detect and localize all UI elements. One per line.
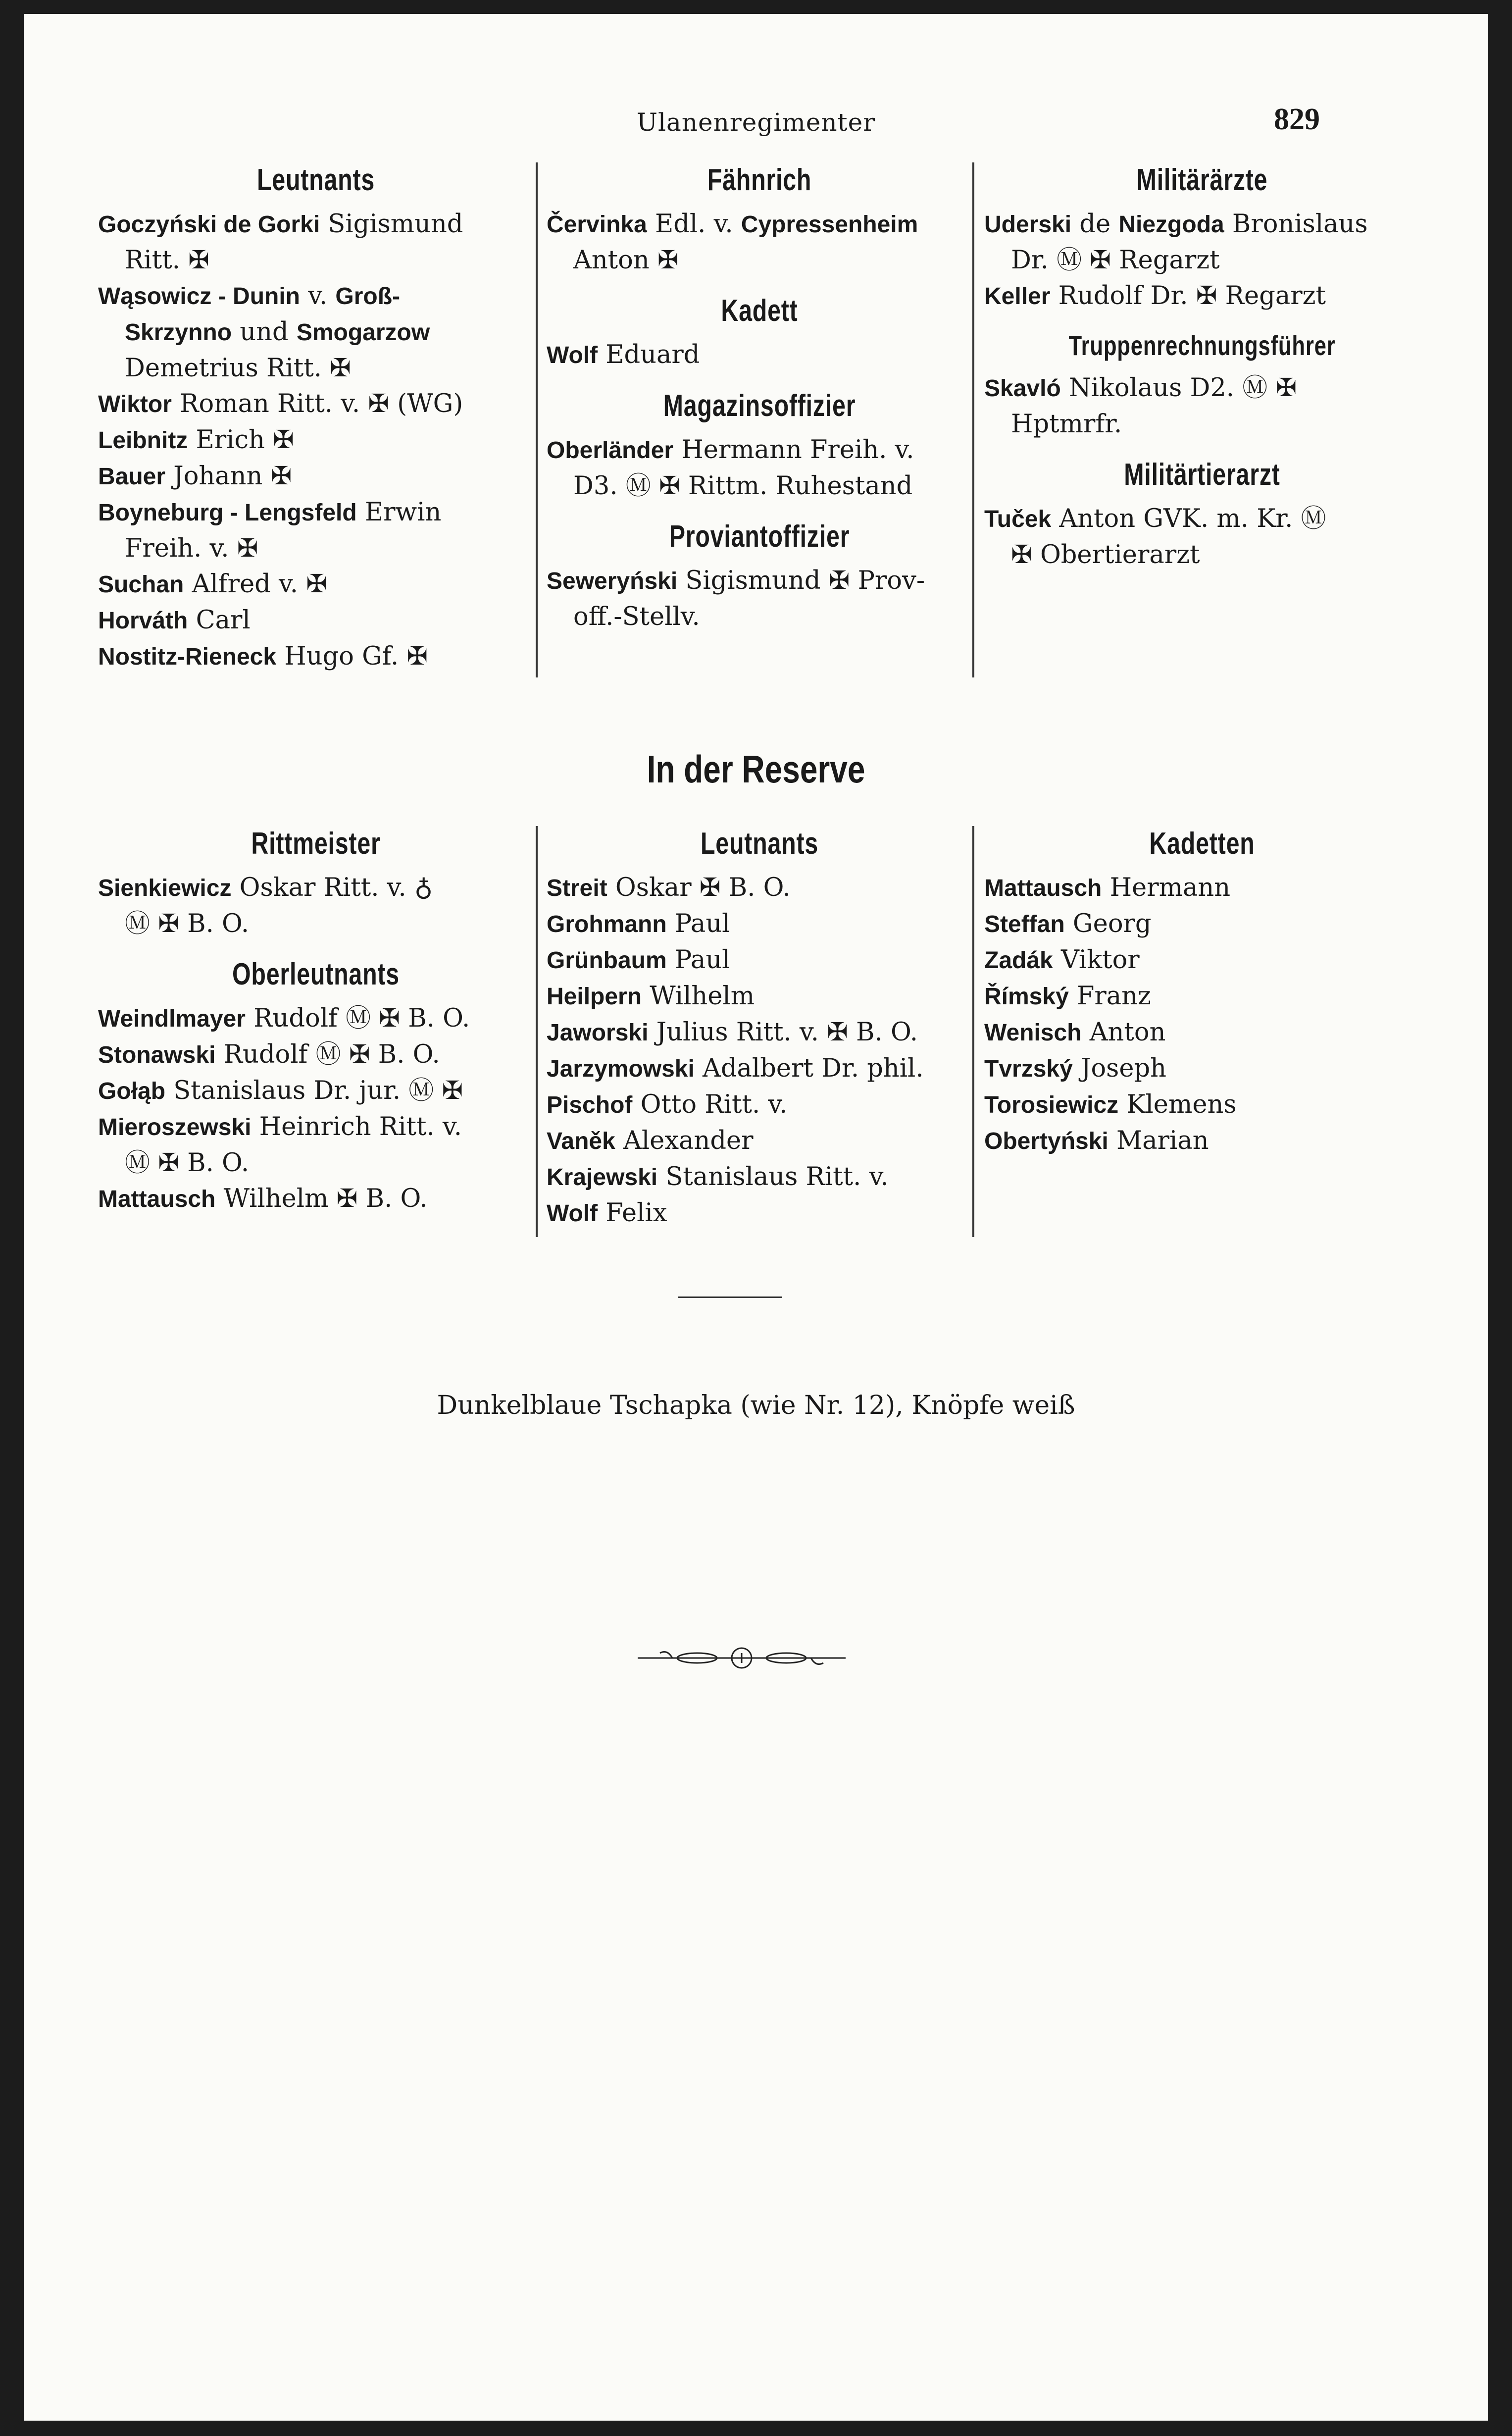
surname: Červinka	[547, 211, 647, 238]
surname: Bauer	[98, 464, 166, 490]
section-heading: Militärärzte	[1136, 163, 1268, 197]
surname: Wąsowicz - Dunin	[98, 283, 300, 310]
surname: Keller	[984, 283, 1051, 310]
surname: Torosiewicz	[984, 1092, 1119, 1118]
surname: Nostitz-Rieneck	[98, 644, 277, 670]
entry-detail: und	[232, 317, 297, 347]
surname-part: Cypressenheim	[741, 211, 918, 238]
uniform-note	[24, 1391, 1488, 1420]
entry-detail: Anton ✠	[573, 246, 679, 275]
entry-detail: Rudolf Ⓜ ✠ B. O.	[215, 1040, 440, 1069]
roster-entry	[984, 501, 1420, 537]
entry-detail: Stanislaus Dr. jur. Ⓜ ✠	[165, 1076, 463, 1105]
reserve-col-rittmeister	[98, 826, 534, 1217]
entry-detail: Otto Ritt. v.	[632, 1090, 788, 1119]
roster-entry	[984, 979, 1420, 1015]
reserve-col-leutnants	[547, 826, 972, 1232]
surname: Wolf	[547, 342, 598, 368]
entry-detail: Heinrich Ritt. v.	[251, 1112, 462, 1141]
surname: Mieroszewski	[98, 1114, 252, 1140]
roster-entry	[547, 563, 972, 599]
surname: Zadák	[984, 947, 1053, 974]
entry-detail: Johann ✠	[165, 462, 292, 491]
surname: Steffan	[984, 911, 1065, 937]
entry-detail: Roman Ritt. v. ✠ (WG)	[171, 389, 463, 418]
column-divider	[536, 162, 538, 677]
surname: Tuček	[984, 506, 1052, 532]
roster-entry	[547, 599, 972, 635]
surname: Suchan	[98, 571, 184, 598]
roster-entry	[98, 207, 534, 243]
surname: Streit	[547, 875, 607, 901]
roster-entry	[547, 979, 972, 1015]
surname: Leibnitz	[98, 427, 188, 454]
roster-entry	[98, 386, 534, 422]
entry-detail: Sigismund ✠ Prov-	[677, 566, 925, 595]
page-number: 829	[1274, 103, 1320, 136]
roster-entry	[547, 1195, 972, 1232]
roster-entry	[98, 278, 534, 314]
separator-rule	[678, 1296, 782, 1298]
entry-detail: Dr. Ⓜ ✠ Regarzt	[1011, 246, 1220, 275]
roster-entry	[98, 1037, 534, 1073]
surname: Goczyński de Gorki	[98, 211, 320, 238]
roster-entry	[98, 243, 534, 278]
entry-detail: Rudolf Ⓜ ✠ B. O.	[245, 1004, 470, 1033]
section-heading: Fähnrich	[707, 163, 812, 197]
section-heading: Oberleutnants	[232, 957, 400, 991]
roster-entry	[98, 1145, 534, 1181]
surname: Weindlmayer	[98, 1006, 246, 1032]
roster-entry	[98, 314, 534, 351]
entry-detail: Oskar Ritt. v. ♁	[231, 873, 433, 902]
entry-detail: Hermann	[1102, 873, 1231, 902]
entry-detail: v.	[300, 281, 336, 311]
surname: Tvrzský	[984, 1056, 1073, 1082]
entry-detail: Georg	[1064, 909, 1152, 938]
surname: Skavló	[984, 375, 1061, 402]
roster-entry	[984, 870, 1420, 906]
entry-detail: Erich ✠	[188, 425, 294, 455]
book-page	[24, 14, 1488, 2421]
entry-detail: Freih. v. ✠	[125, 534, 258, 563]
entry-detail: Eduard	[598, 340, 700, 369]
roster-entry	[547, 870, 972, 906]
entry-detail: Felix	[598, 1198, 667, 1228]
roster-entry	[98, 1109, 534, 1145]
column-divider	[972, 826, 974, 1237]
roster-entry	[547, 1123, 972, 1159]
surname-part: Smogarzow	[296, 319, 430, 346]
roster-entry	[98, 459, 534, 495]
reserve-title: In der Reserve	[647, 747, 865, 791]
top-col-officers	[547, 162, 972, 635]
surname: Uderski	[984, 211, 1072, 238]
roster-entry	[98, 1073, 534, 1109]
section-heading: Rittmeister	[251, 827, 381, 861]
surname: Heilpern	[547, 984, 642, 1010]
surname: Jarzymowski	[547, 1056, 695, 1082]
entry-detail: D3. Ⓜ ✠ Rittm. Ruhestand	[573, 471, 913, 501]
roster-entry	[98, 603, 534, 639]
roster-entry	[547, 942, 972, 979]
roster-entry	[984, 207, 1420, 243]
surname: Seweryński	[547, 568, 678, 594]
surname: Grohmann	[547, 911, 667, 937]
entry-detail: de	[1071, 209, 1119, 239]
roster-entry	[984, 1015, 1420, 1051]
entry-detail: Carl	[188, 606, 251, 635]
entry-detail: Ⓜ ✠ B. O.	[125, 1148, 250, 1178]
entry-detail: Anton	[1081, 1018, 1166, 1047]
section-heading: Militärtierarzt	[1124, 458, 1280, 492]
surname: Pischof	[547, 1092, 633, 1118]
surname: Oberländer	[547, 437, 674, 464]
entry-detail: Ritt. ✠	[125, 246, 209, 275]
roster-entry	[984, 942, 1420, 979]
entry-detail: Anton GVK. m. Kr. Ⓜ	[1051, 504, 1326, 533]
entry-detail: Bronislaus	[1224, 209, 1368, 239]
roster-entry	[98, 1001, 534, 1037]
surname-part: Groß-	[335, 283, 401, 310]
roster-entry	[547, 1159, 972, 1195]
surname: Mattausch	[98, 1186, 216, 1212]
section-heading: Truppenrechnungsführer	[1068, 330, 1336, 361]
roster-entry	[547, 906, 972, 942]
surname: Sienkiewicz	[98, 875, 232, 901]
surname: Stonawski	[98, 1042, 216, 1068]
reserve-col-kadetten	[984, 826, 1420, 1159]
roster-entry	[547, 432, 972, 468]
running-title: Ulanenregimenter	[636, 108, 876, 137]
roster-entry	[98, 495, 534, 531]
surname: Gołąb	[98, 1078, 166, 1104]
entry-detail: Sigismund	[320, 209, 463, 239]
column-divider	[972, 162, 974, 677]
entry-detail: ✠ Obertierarzt	[1011, 540, 1200, 570]
entry-detail: Hptmrfr.	[1011, 410, 1122, 439]
roster-entry	[98, 906, 534, 942]
entry-detail: Paul	[666, 945, 730, 975]
surname: Krajewski	[547, 1164, 658, 1191]
entry-detail: Wilhelm ✠ B. O.	[215, 1184, 428, 1213]
entry-detail: Julius Ritt. v. ✠ B. O.	[648, 1018, 918, 1047]
surname: Vaněk	[547, 1128, 615, 1154]
surname: Skrzynno	[125, 319, 232, 346]
roster-entry	[98, 870, 534, 906]
entry-detail: Edl. v.	[647, 209, 741, 239]
surname-part: Niezgoda	[1118, 211, 1224, 238]
surname: Wolf	[547, 1200, 598, 1227]
roster-entry	[547, 1051, 972, 1087]
entry-detail: off.-Stellv.	[573, 602, 700, 631]
roster-entry	[98, 422, 534, 459]
surname: Horváth	[98, 608, 188, 634]
roster-entry	[984, 407, 1420, 442]
roster-entry	[547, 243, 972, 278]
entry-detail: Marian	[1108, 1126, 1209, 1155]
top-col-leutnants	[98, 162, 534, 675]
section-heading: Magazinsoffizier	[663, 389, 856, 423]
entry-detail: Franz	[1068, 982, 1151, 1011]
surname: Mattausch	[984, 875, 1102, 901]
section-heading: Kadett	[721, 294, 798, 328]
roster-entry	[98, 639, 534, 675]
surname: Obertyński	[984, 1128, 1109, 1154]
section-heading: Leutnants	[700, 827, 819, 861]
surname: Římský	[984, 984, 1069, 1010]
surname: Wenisch	[984, 1020, 1082, 1046]
roster-entry	[547, 1015, 972, 1051]
roster-entry	[98, 351, 534, 386]
entry-detail: Erwin	[356, 498, 442, 527]
entry-detail: Klemens	[1118, 1090, 1237, 1119]
roster-entry	[984, 1087, 1420, 1123]
entry-detail: Hugo Gf. ✠	[276, 642, 428, 671]
column-divider	[536, 826, 538, 1237]
entry-detail: Viktor	[1053, 945, 1140, 975]
roster-entry	[984, 1123, 1420, 1159]
roster-entry	[98, 1181, 534, 1217]
surname: Wiktor	[98, 391, 172, 417]
entry-detail: Ⓜ ✠ B. O.	[125, 909, 250, 938]
roster-entry	[98, 567, 534, 603]
top-col-medical	[984, 162, 1420, 573]
roster-entry	[984, 537, 1420, 573]
entry-detail: Oskar ✠ B. O.	[607, 873, 791, 902]
roster-entry	[547, 1087, 972, 1123]
entry-detail: Alexander	[615, 1126, 754, 1155]
uniform-note-text: Dunkelblaue Tschapka (wie Nr. 12), Knöpfe weiß	[437, 1391, 1075, 1420]
roster-entry	[547, 468, 972, 504]
entry-detail: Rudolf Dr. ✠ Regarzt	[1050, 281, 1326, 311]
entry-detail: Alfred v. ✠	[184, 570, 327, 599]
roster-entry	[98, 531, 534, 567]
surname: Jaworski	[547, 1020, 649, 1046]
section-heading: Proviantoffizier	[669, 519, 850, 554]
roster-entry	[547, 337, 972, 373]
roster-entry	[984, 906, 1420, 942]
fleuron-ornament-icon	[638, 1643, 846, 1673]
entry-detail: Joseph	[1072, 1054, 1166, 1083]
entry-detail: Paul	[666, 909, 730, 938]
roster-entry	[547, 207, 972, 243]
section-heading: Leutnants	[256, 163, 375, 197]
roster-entry	[984, 278, 1420, 314]
roster-entry	[984, 370, 1420, 407]
entry-detail: Wilhelm	[642, 982, 755, 1011]
entry-detail: Demetrius Ritt. ✠	[125, 354, 351, 383]
roster-entry	[984, 1051, 1420, 1087]
surname: Grünbaum	[547, 947, 667, 974]
entry-detail: Nikolaus D2. Ⓜ ✠	[1060, 373, 1297, 403]
roster-entry	[984, 243, 1420, 278]
entry-detail: Stanislaus Ritt. v.	[657, 1162, 889, 1192]
section-heading: Kadetten	[1149, 827, 1255, 861]
entry-detail: Hermann Freih. v.	[673, 435, 914, 465]
surname: Boyneburg - Lengsfeld	[98, 500, 357, 526]
entry-detail: Adalbert Dr. phil.	[694, 1054, 924, 1083]
